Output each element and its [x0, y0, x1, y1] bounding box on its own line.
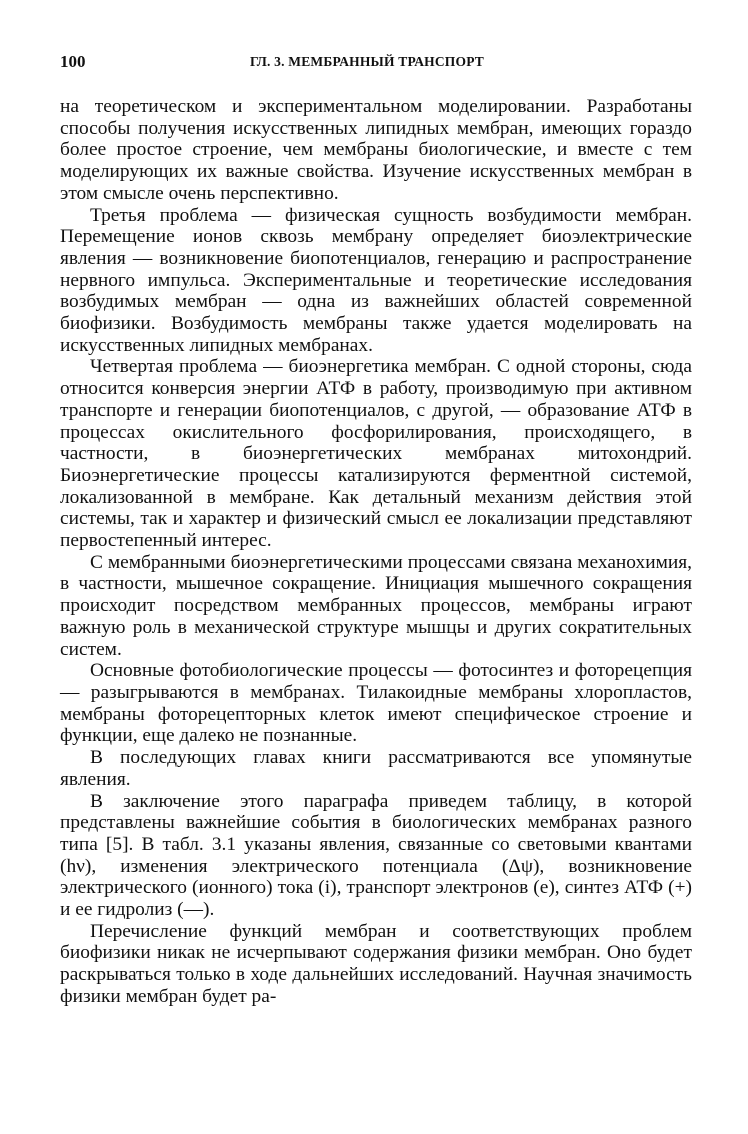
paragraph-mechanochemistry: С мембранными биоэнергетическими процессами связана механохимия, в частности, мышечное сокращение. Инициация мышечного сокращения происходит посредством мембранных процессов, мембраны играют важную роль в механической структуре мышцы и других сократительных систем. — [60, 551, 692, 660]
paragraph-bioenergetics: Четвертая проблема — биоэнергетика мембран. С одной стороны, сюда относится конверсия энергии АТФ в работу, производимую при активном транспорте и генерации биопотенциалов, с другой, — образование АТФ в процессах окислительного фосфорилирования, происходящего, в частности, в биоэнергетических мембранах митохондрий. Биоэнергетические процессы катализируются ферментной системой, локализованной в мембране. Как детальный механизм действия этой системы, так и характер и физический смысл ее локализации представляют первостепенный интерес. — [60, 356, 692, 552]
paragraph-excitability: Третья проблема — физическая сущность возбудимости мембран. Перемещение ионов сквозь мембрану определяет биоэлектрические явления — возникновение биопотенциалов, генерацию и распространение нервного импульса. Экспериментальные и теоретические исследования возбудимых мембран — одна из важнейших областей современной биофизики. Возбудимость мембраны также удается моделировать на искусственных липидных мембранах. — [60, 204, 692, 356]
book-page — [60, 52, 692, 1008]
paragraph-photobiology: Основные фотобиологические процессы — фотосинтез и фоторецепция — разыгрываются в мембранах. Тилакоидные мембраны хлоропластов, мембраны фоторецепторных клеток имеют специфическое строение и функции, еще далеко не познанные. — [60, 660, 692, 747]
paragraph-following-chapters: В последующих главах книги рассматриваются все упомянутые явления. — [60, 747, 692, 790]
page-number: 100 — [60, 52, 86, 71]
paragraph-artificial-membranes: на теоретическом и экспериментальном моделировании. Разработаны способы получения искусственных липидных мембран, имеющих гораздо более простое строение, чем мембраны биологические, и вместе с тем моделирующих их важные свойства. Изучение искусственных мембран в этом смысле очень перспективно. — [60, 96, 692, 204]
running-head — [60, 52, 692, 78]
chapter-title: ГЛ. 3. МЕМБРАННЫЙ ТРАНСПОРТ — [250, 54, 485, 69]
paragraph-conclusion: Перечисление функций мембран и соответствующих проблем биофизики никак не исчерпывают содержания физики мембран. Оно будет раскрываться только в ходе дальнейших исследований. Научная значимость физики мембран будет ра- — [60, 920, 692, 1007]
body-text — [60, 96, 692, 1008]
paragraph-table-intro: В заключение этого параграфа приведем таблицу, в которой представлены важнейшие события в биологических мембранах разного типа [5]. В табл. 3.1 указаны явления, связанные со световыми квантами (hν), изменения электрического потенциала (Δψ), возникновение электрического (ионного) тока (i), транспорт электронов (e), синтез АТФ (+) и ее гидролиз (—). — [60, 790, 692, 921]
